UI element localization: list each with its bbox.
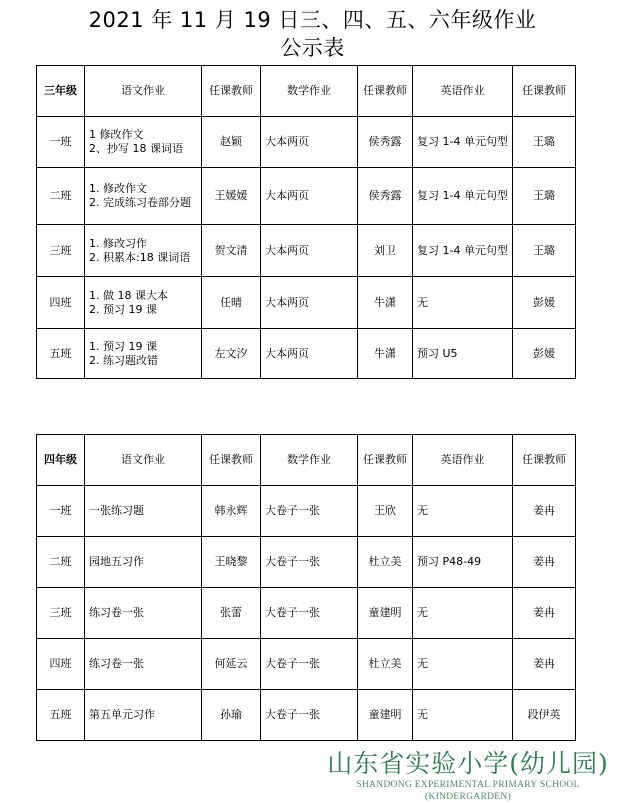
page-subtitle: 公示表 <box>280 36 345 60</box>
english-teacher: 彭媛 <box>513 329 576 379</box>
english-teacher: 王璐 <box>513 117 576 168</box>
math-homework: 大卷子一张 <box>261 486 358 537</box>
english-homework: 复习 1-4 单元句型 <box>413 168 513 225</box>
english-homework: 复习 1-4 单元句型 <box>413 117 513 168</box>
grade3-table <box>36 65 576 379</box>
english-teacher: 姜冉 <box>513 537 576 588</box>
header-teacher: 任课教师 <box>513 66 576 117</box>
homework-item: 1 修改作文 <box>89 128 144 141</box>
chinese-teacher: 左文汐 <box>202 329 261 379</box>
table-row <box>37 690 576 741</box>
class-name: 二班 <box>37 537 85 588</box>
math-homework: 大卷子一张 <box>261 537 358 588</box>
chinese-homework: 第五单元习作 <box>85 690 202 741</box>
school-logo <box>318 749 618 803</box>
english-homework: 复习 1-4 单元句型 <box>413 225 513 277</box>
math-teacher: 牛潇 <box>358 329 413 379</box>
class-name: 五班 <box>37 690 85 741</box>
table-header-row <box>37 66 576 117</box>
homework-item: 1. 修改习作 <box>89 236 147 250</box>
table-row <box>37 486 576 537</box>
header-teacher: 任课教师 <box>358 66 413 117</box>
english-homework: 无 <box>413 639 513 690</box>
chinese-homework: 园地五习作 <box>85 537 202 588</box>
homework-item: 1. 做 18 课大本 <box>89 288 168 302</box>
class-name: 五班 <box>37 329 85 379</box>
school-name-english: SHANDONG EXPERIMENTAL PRIMARY SCHOOL (KINDERGARDEN) <box>356 780 580 802</box>
math-teacher: 杜立美 <box>358 639 413 690</box>
chinese-teacher: 何延云 <box>202 639 261 690</box>
header-teacher: 任课教师 <box>513 435 576 486</box>
homework-item: 1. 预习 19 课 <box>89 339 157 353</box>
english-homework: 无 <box>413 690 513 741</box>
chinese-homework <box>85 225 202 277</box>
homework-item: 1. 修改作文 <box>89 182 147 195</box>
header-chinese: 语文作业 <box>85 66 202 117</box>
english-teacher: 王璐 <box>513 168 576 225</box>
chinese-teacher: 任晴 <box>202 277 261 329</box>
table-row <box>37 168 576 225</box>
math-teacher: 侯秀露 <box>358 168 413 225</box>
chinese-teacher: 孙瑜 <box>202 690 261 741</box>
english-teacher: 姜冉 <box>513 588 576 639</box>
math-homework: 大本两页 <box>261 329 358 379</box>
table-row <box>37 537 576 588</box>
class-name: 一班 <box>37 486 85 537</box>
chinese-homework <box>85 117 202 168</box>
table-row <box>37 588 576 639</box>
math-teacher: 童建明 <box>358 690 413 741</box>
math-teacher: 刘卫 <box>358 225 413 277</box>
class-name: 三班 <box>37 588 85 639</box>
header-english: 英语作业 <box>413 435 513 486</box>
header-math: 数学作业 <box>261 66 358 117</box>
chinese-homework: 一张练习题 <box>85 486 202 537</box>
chinese-homework <box>85 277 202 329</box>
grade-label: 三年级 <box>37 66 85 117</box>
math-teacher: 王欣 <box>358 486 413 537</box>
english-teacher: 段伊英 <box>513 690 576 741</box>
english-homework: 无 <box>413 588 513 639</box>
chinese-teacher: 王晓黎 <box>202 537 261 588</box>
page-title: 2021 年 11 月 19 日三、四、五、六年级作业 <box>88 8 537 32</box>
class-name: 四班 <box>37 277 85 329</box>
math-teacher: 童建明 <box>358 588 413 639</box>
table-header-row <box>37 435 576 486</box>
chinese-teacher: 赵颖 <box>202 117 261 168</box>
chinese-teacher: 王媛媛 <box>202 168 261 225</box>
header-chinese: 语文作业 <box>85 435 202 486</box>
math-homework: 大卷子一张 <box>261 639 358 690</box>
header-teacher: 任课教师 <box>358 435 413 486</box>
chinese-homework: 练习卷一张 <box>85 588 202 639</box>
header-teacher: 任课教师 <box>202 66 261 117</box>
english-teacher: 王璐 <box>513 225 576 277</box>
chinese-homework <box>85 329 202 379</box>
math-homework: 大卷子一张 <box>261 588 358 639</box>
grade4-table <box>36 434 576 741</box>
math-homework: 大卷子一张 <box>261 690 358 741</box>
class-name: 三班 <box>37 225 85 277</box>
grade-label: 四年级 <box>37 435 85 486</box>
english-homework: 预习 U5 <box>413 329 513 379</box>
homework-item: 2. 练习题改错 <box>89 353 158 367</box>
english-homework: 无 <box>413 277 513 329</box>
class-name: 二班 <box>37 168 85 225</box>
homework-item: 2. 积累本:18 课词语 <box>89 250 191 264</box>
english-teacher: 姜冉 <box>513 639 576 690</box>
chinese-teacher: 韩永辉 <box>202 486 261 537</box>
chinese-homework: 练习卷一张 <box>85 639 202 690</box>
school-name-chinese: 山东省实验小学(幼儿园) <box>327 749 609 778</box>
english-homework: 无 <box>413 486 513 537</box>
math-homework: 大本两页 <box>261 225 358 277</box>
table-row <box>37 225 576 277</box>
header-math: 数学作业 <box>261 435 358 486</box>
table-row <box>37 277 576 329</box>
english-teacher: 彭媛 <box>513 277 576 329</box>
class-name: 一班 <box>37 117 85 168</box>
math-homework: 大本两页 <box>261 277 358 329</box>
math-teacher: 侯秀露 <box>358 117 413 168</box>
math-homework: 大本两页 <box>261 117 358 168</box>
chinese-teacher: 张蕾 <box>202 588 261 639</box>
homework-item: 2、抄写 18 课词语 <box>89 142 183 155</box>
chinese-homework <box>85 168 202 225</box>
header-english: 英语作业 <box>413 66 513 117</box>
chinese-teacher: 贺文清 <box>202 225 261 277</box>
table-row <box>37 639 576 690</box>
table-row <box>37 117 576 168</box>
homework-item: 2. 完成练习卷部分题 <box>89 196 191 209</box>
math-teacher: 杜立美 <box>358 537 413 588</box>
math-homework: 大本两页 <box>261 168 358 225</box>
table-row <box>37 329 576 379</box>
header-teacher: 任课教师 <box>202 435 261 486</box>
english-homework: 预习 P48-49 <box>413 537 513 588</box>
class-name: 四班 <box>37 639 85 690</box>
homework-item: 2. 预习 19 课 <box>89 302 157 316</box>
math-teacher: 牛潇 <box>358 277 413 329</box>
english-teacher: 姜冉 <box>513 486 576 537</box>
